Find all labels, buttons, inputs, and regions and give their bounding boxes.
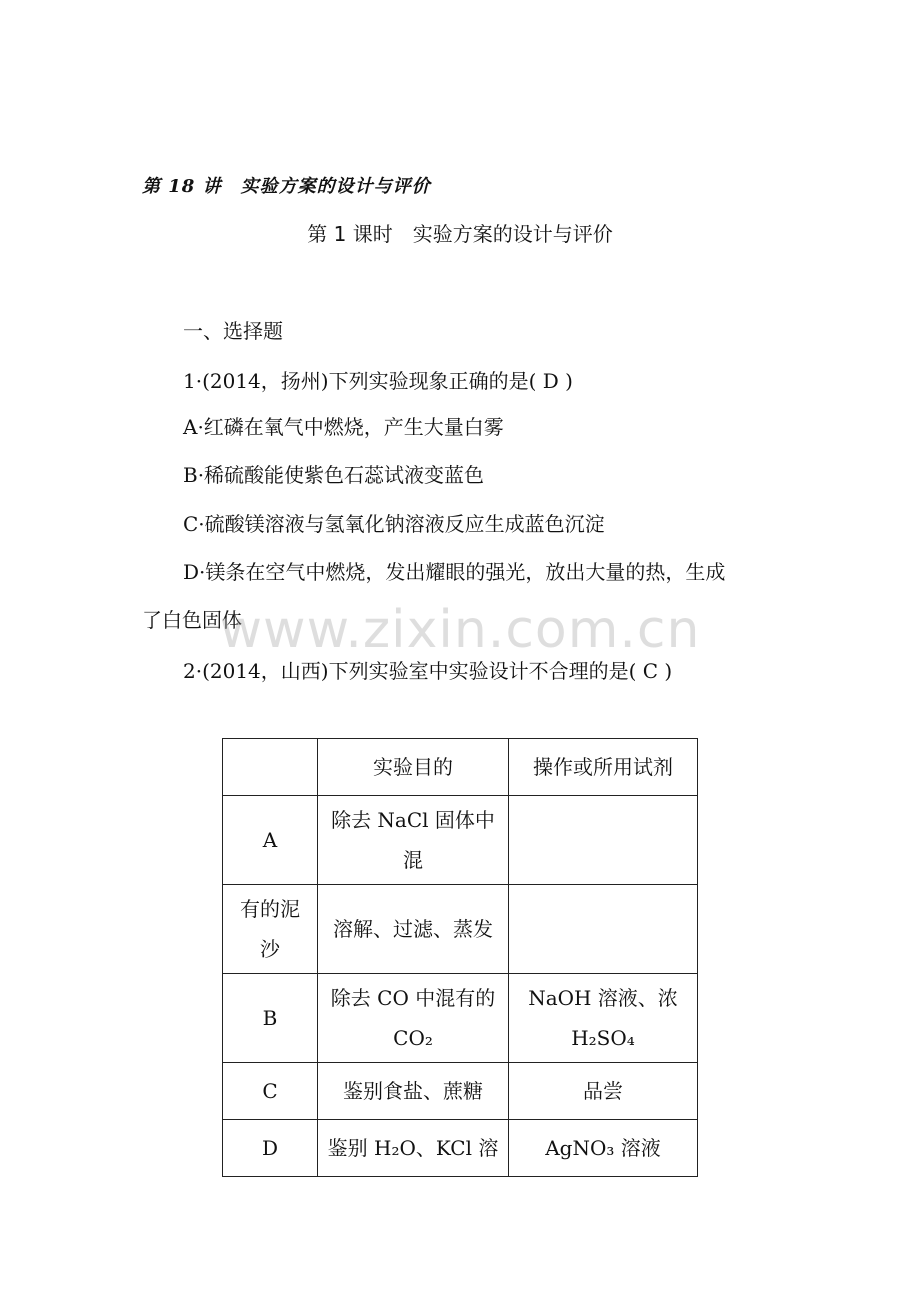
question-1-option-b: B·稀硫酸能使紫色石蕊试液变蓝色 — [183, 463, 485, 487]
chapter-title: 第 18 讲 实验方案的设计与评价 — [142, 176, 431, 197]
table-cell: 品尝 — [509, 1063, 698, 1120]
table-cell — [509, 885, 698, 974]
table-header-cell — [223, 739, 318, 796]
question-2-stem: 2·(2014，山西)下列实验室中实验设计不合理的是( C ) — [183, 659, 673, 683]
table-header-cell: 操作或所用试剂 — [509, 739, 698, 796]
table-cell: 鉴别 H₂O、KCl 溶 — [318, 1120, 509, 1177]
table-row — [223, 1063, 698, 1120]
lesson-title: 第 1 课时 实验方案的设计与评价 — [307, 222, 613, 246]
table-cell: AgNO₃ 溶液 — [509, 1120, 698, 1177]
question-1-option-c: C·硫酸镁溶液与氢氧化钠溶液反应生成蓝色沉淀 — [183, 512, 605, 536]
question-1-stem: 1·(2014，扬州)下列实验现象正确的是( D ) — [183, 369, 573, 393]
table-header-cell: 实验目的 — [318, 739, 509, 796]
question-1-option-d-continued: 了白色固体 — [142, 608, 242, 632]
table-header-row — [223, 739, 698, 796]
table-cell: B — [223, 974, 318, 1063]
table-row — [223, 974, 698, 1063]
table-cell: 鉴别食盐、蔗糖 — [318, 1063, 509, 1120]
table-cell: A — [223, 796, 318, 885]
table-row — [223, 796, 698, 885]
table-cell: 除去 CO 中混有的 CO₂ — [318, 974, 509, 1063]
section-heading: 一、选择题 — [183, 319, 283, 343]
table-cell: 有的泥沙 — [223, 885, 318, 974]
table-cell: D — [223, 1120, 318, 1177]
experiment-table — [222, 738, 698, 1177]
table-cell: C — [223, 1063, 318, 1120]
question-1-option-a: A·红磷在氧气中燃烧，产生大量白雾 — [183, 415, 504, 439]
watermark: www.zixin.com.cn — [219, 600, 701, 660]
table-row — [223, 885, 698, 974]
question-1-option-d: D·镁条在空气中燃烧，发出耀眼的强光，放出大量的热，生成 — [183, 560, 726, 584]
table-cell — [509, 796, 698, 885]
table-cell: NaOH 溶液、浓 H₂SO₄ — [509, 974, 698, 1063]
table-row — [223, 1120, 698, 1177]
table-cell: 除去 NaCl 固体中混 — [318, 796, 509, 885]
table-cell: 溶解、过滤、蒸发 — [318, 885, 509, 974]
